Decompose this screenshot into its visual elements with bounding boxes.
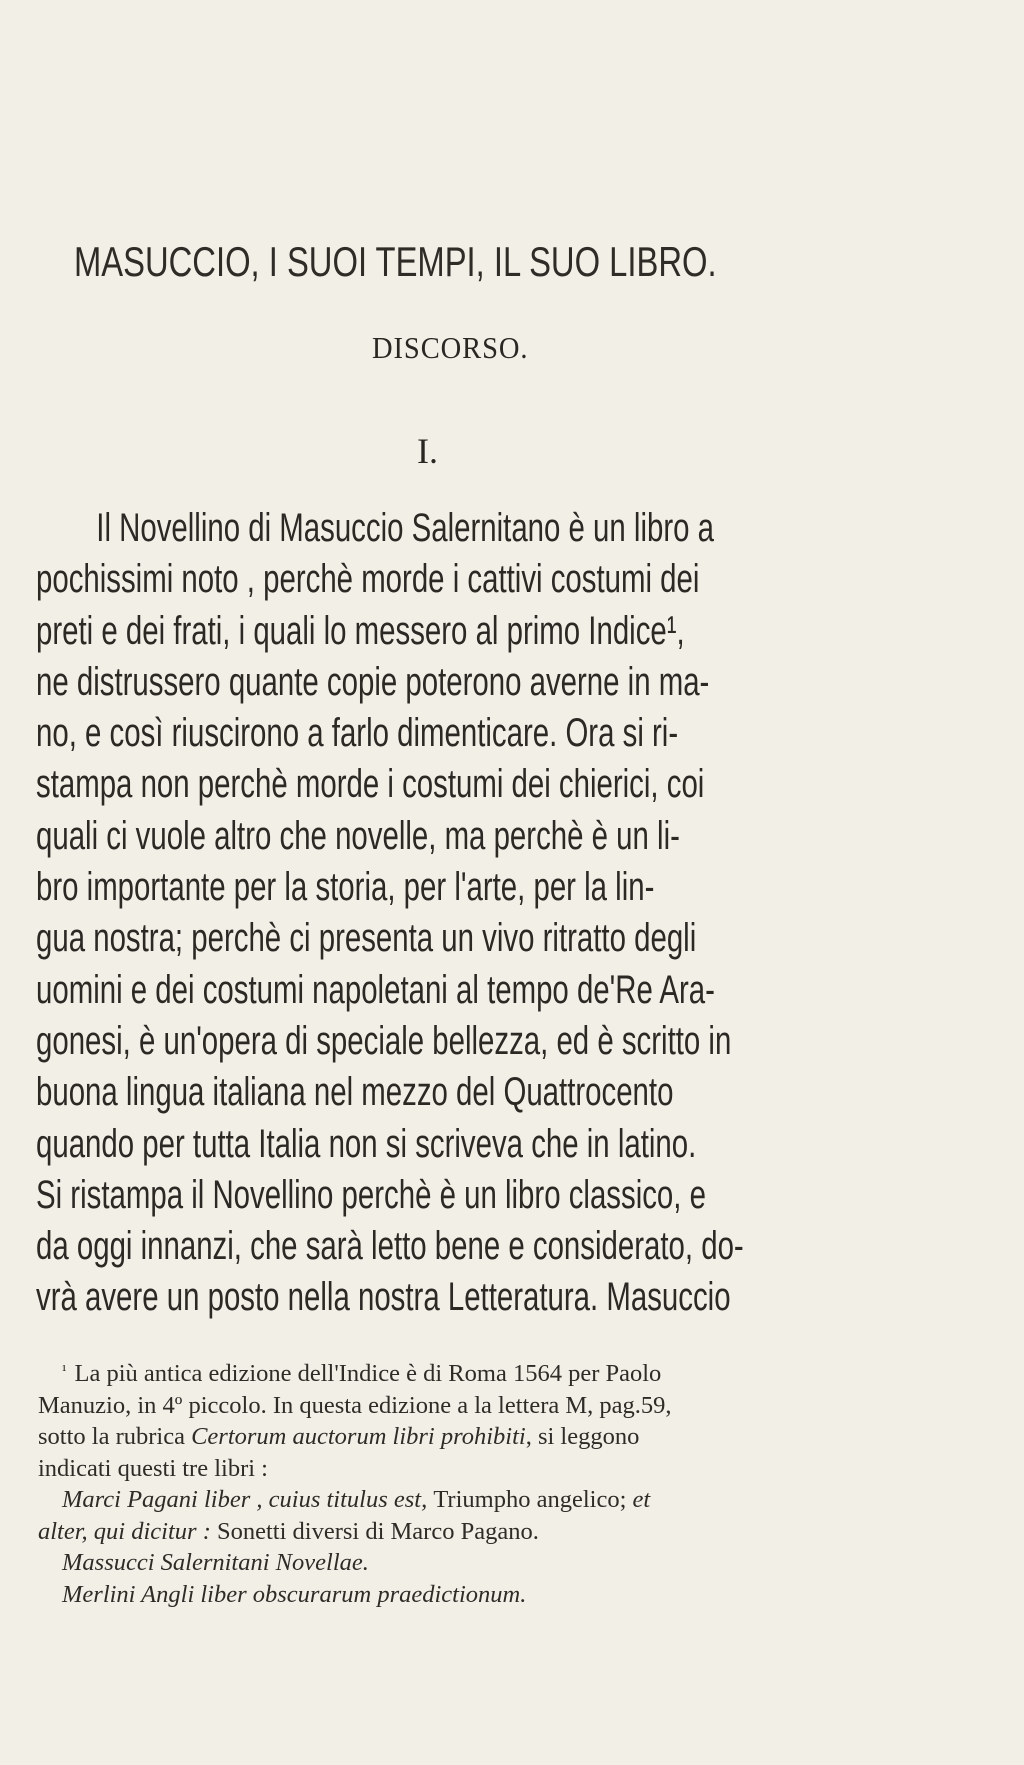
chapter-subtitle: DISCORSO. [372, 330, 529, 365]
footnote-marker: ¹ [62, 1363, 67, 1379]
body-line: uomini e dei costumi napoletani al tempo de'Re Ara- [36, 967, 715, 1012]
body-text [36, 503, 916, 1324]
body-line: quando per tutta Italia non si scriveva che in latino. [36, 1121, 697, 1166]
footnote-line [38, 1484, 918, 1516]
footnote-line: Merlini Angli liber obscurarum praedictionum. [62, 1580, 527, 1608]
body-line: da oggi innanzi, che sarà letto bene e considerato, do- [36, 1224, 744, 1269]
body-line: buona lingua italiana nel mezzo del Quattrocento [36, 1070, 674, 1115]
body-line: Il Novellino di Masuccio Salernitano è un libro a [96, 506, 715, 550]
footnote-text: Triumpho angelico; [433, 1486, 633, 1513]
body-line: gonesi, è un'opera di speciale bellezza, ed è scritto in [36, 1018, 732, 1063]
body-line: no, e così riuscirono a farlo dimenticare. Ora si ri- [36, 711, 679, 756]
footnote-line [38, 1356, 918, 1390]
body-line: pochissimi noto , perchè morde i cattivi costumi dei [36, 557, 700, 602]
footnote-text: , si leggono [525, 1423, 640, 1450]
footnote-line: indicati questi tre libri : [38, 1454, 268, 1482]
body-line: vrà avere un posto nella nostra Letteratura. Masuccio [36, 1275, 731, 1320]
chapter-title: MASUCCIO, I SUOI TEMPI, IL SUO LIBRO. [74, 238, 717, 285]
body-line: gua nostra; perchè ci presenta un vivo ritratto degli [36, 916, 697, 961]
footnote-italic-text: et [632, 1486, 651, 1513]
body-line: preti e dei frati, i quali lo messero al primo Indice¹, [36, 608, 685, 653]
body-line: quali ci vuole altro che novelle, ma perchè è un li- [36, 813, 680, 858]
footnote-text: sotto la rubrica [38, 1423, 192, 1450]
footnote-line: Massucci Salernitani Novellae. [62, 1549, 369, 1576]
body-line: ne distrussero quante copie poterono averne in ma- [36, 659, 710, 704]
footnote-text: La più antica edizione dell'Indice è di Roma 1564 per Paolo [74, 1360, 662, 1387]
section-number: I. [417, 431, 438, 471]
footnote-line: Manuzio, in 4º piccolo. In questa edizione a la lettera M, pag.59, [38, 1391, 672, 1419]
footnotes [38, 1356, 918, 1610]
body-line: bro importante per la storia, per l'arte, per la lin- [36, 865, 655, 910]
footnote-line [38, 1516, 918, 1548]
footnote-italic-text: alter, qui dicitur : [38, 1517, 217, 1545]
footnote-text: Sonetti diversi di Marco Pagano. [216, 1517, 539, 1545]
body-line: stampa non perchè morde i costumi dei chierici, coi [36, 762, 705, 807]
footnote-italic-text: Marci Pagani liber , cuius titulus est, [62, 1486, 434, 1513]
footnote-italic-text: Certorum auctorum libri prohibiti [191, 1423, 526, 1450]
body-line: Si ristampa il Novellino perchè è un libro classico, e [36, 1172, 706, 1217]
footnote-line [38, 1421, 918, 1453]
